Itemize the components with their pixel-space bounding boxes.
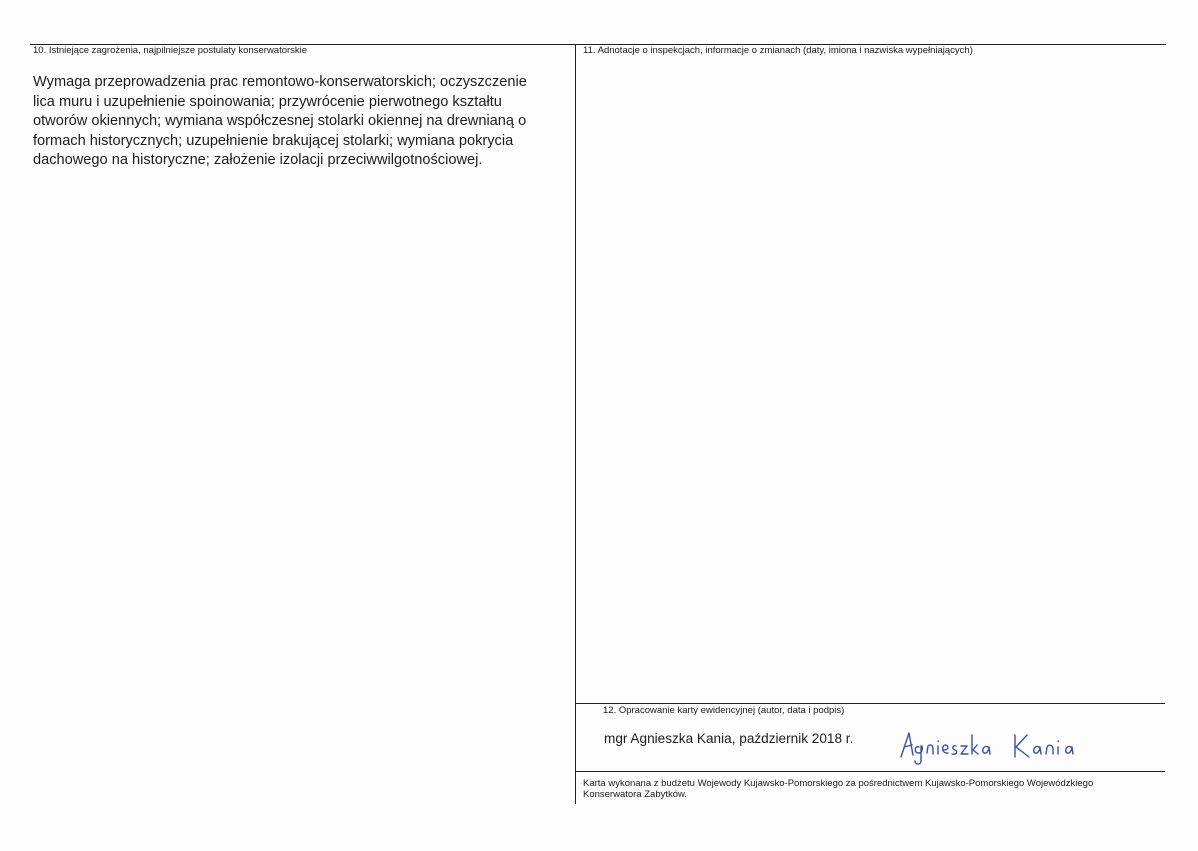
section-10-label: 10. Istniejące zagrożenia, najpilniejsze postulaty konserwatorskie (33, 45, 308, 56)
section-10-text: Wymaga przeprowadzenia prac remontowo-konserwatorskich; oczyszczenie lica muru i uzupełnienie spoinowania; przywrócenie pierwotnego kształtu otworów okiennych; wymiana współczesnej stolarki okiennej na drewnianą o formach historycznych; uzupełnienie brakującej stolarki; wymiana pokrycia dachowego na historyczne; założenie izolacji przeciwwilgotnościowej. (33, 74, 527, 168)
footer-rule (575, 771, 1165, 772)
section-11-label: 11. Adnotacje o inspekcjach, informacje o zmianach (daty, imiona i nazwiska wypełniających) (583, 45, 973, 56)
handwritten-signature (895, 725, 1095, 767)
footer-note: Karta wykonana z budżetu Wojewody Kujawsko-Pomorskiego za pośrednictwem Kujawsko-Pomorskiego Wojewódzkiego Konserwatora Zabytków. (583, 778, 1094, 800)
section-12-rule (575, 703, 1165, 704)
column-divider (575, 44, 576, 804)
section-12-label: 12. Opracowanie karty ewidencyjnej (autor, data i podpis) (603, 705, 845, 716)
author-line: mgr Agnieszka Kania, październik 2018 r. (604, 731, 854, 746)
